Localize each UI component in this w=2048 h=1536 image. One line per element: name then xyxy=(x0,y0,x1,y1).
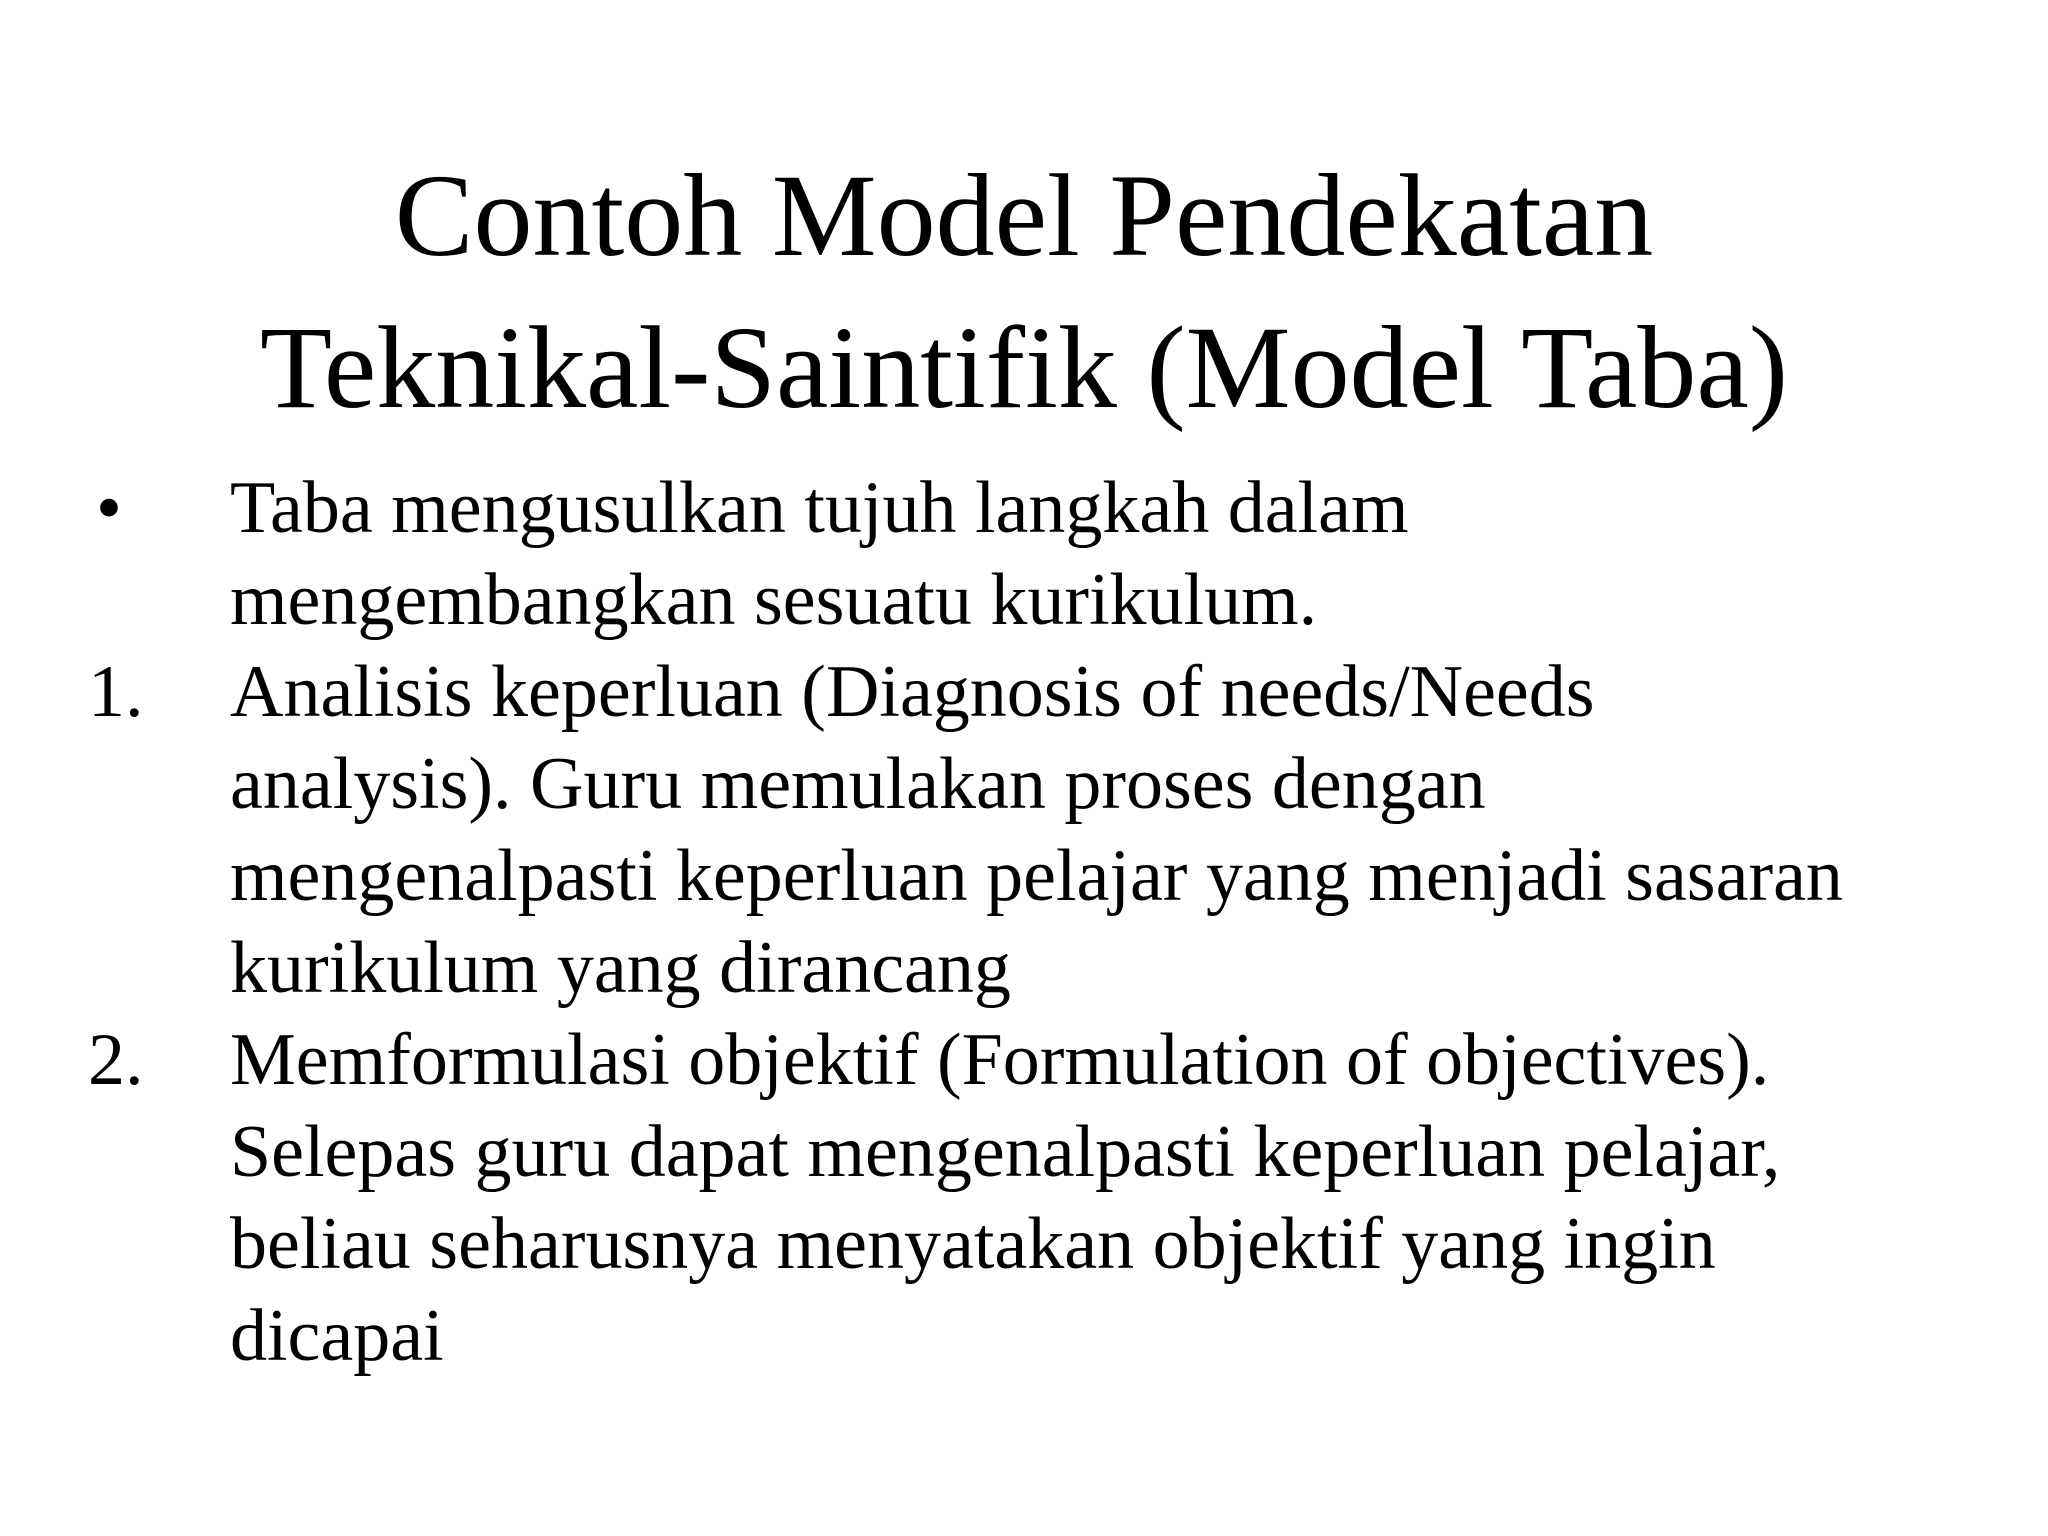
title-line-2: Teknikal-Saintifik (Model Taba) xyxy=(259,302,1788,433)
text-line: Analisis keperluan (Diagnosis of needs/Needs xyxy=(230,651,1595,733)
text-line: mengenalpasti keperluan pelajar yang menjadi sasaran xyxy=(230,835,1843,917)
list-item-step-1 xyxy=(0,646,2048,1014)
number-marker: 1. xyxy=(88,651,144,733)
text-line: analysis). Guru memulakan proses dengan xyxy=(230,743,1486,825)
text-line: Taba mengusulkan tujuh langkah dalam xyxy=(230,467,1409,549)
number-marker: 2. xyxy=(88,1019,144,1101)
bullet-marker: • xyxy=(96,467,122,549)
text-line: Selepas guru dapat mengenalpasti keperluan pelajar, xyxy=(230,1111,1781,1193)
list-item-text xyxy=(230,1014,2020,1382)
text-line: Memformulasi objektif (Formulation of objectives). xyxy=(230,1019,1770,1101)
slide-title xyxy=(0,140,2048,444)
text-line: dicapai xyxy=(230,1295,444,1377)
title-line-1: Contoh Model Pendekatan xyxy=(394,150,1654,281)
text-line: kurikulum yang dirancang xyxy=(230,927,1011,1009)
content-list xyxy=(0,462,2048,1382)
text-line: mengembangkan sesuatu kurikulum. xyxy=(230,559,1318,641)
list-item-step-2 xyxy=(0,1014,2048,1382)
text-line: beliau seharusnya menyatakan objektif yang ingin xyxy=(230,1203,1716,1285)
list-item-text xyxy=(230,462,2020,646)
list-item-text xyxy=(230,646,2020,1014)
list-item-intro xyxy=(0,462,2048,646)
